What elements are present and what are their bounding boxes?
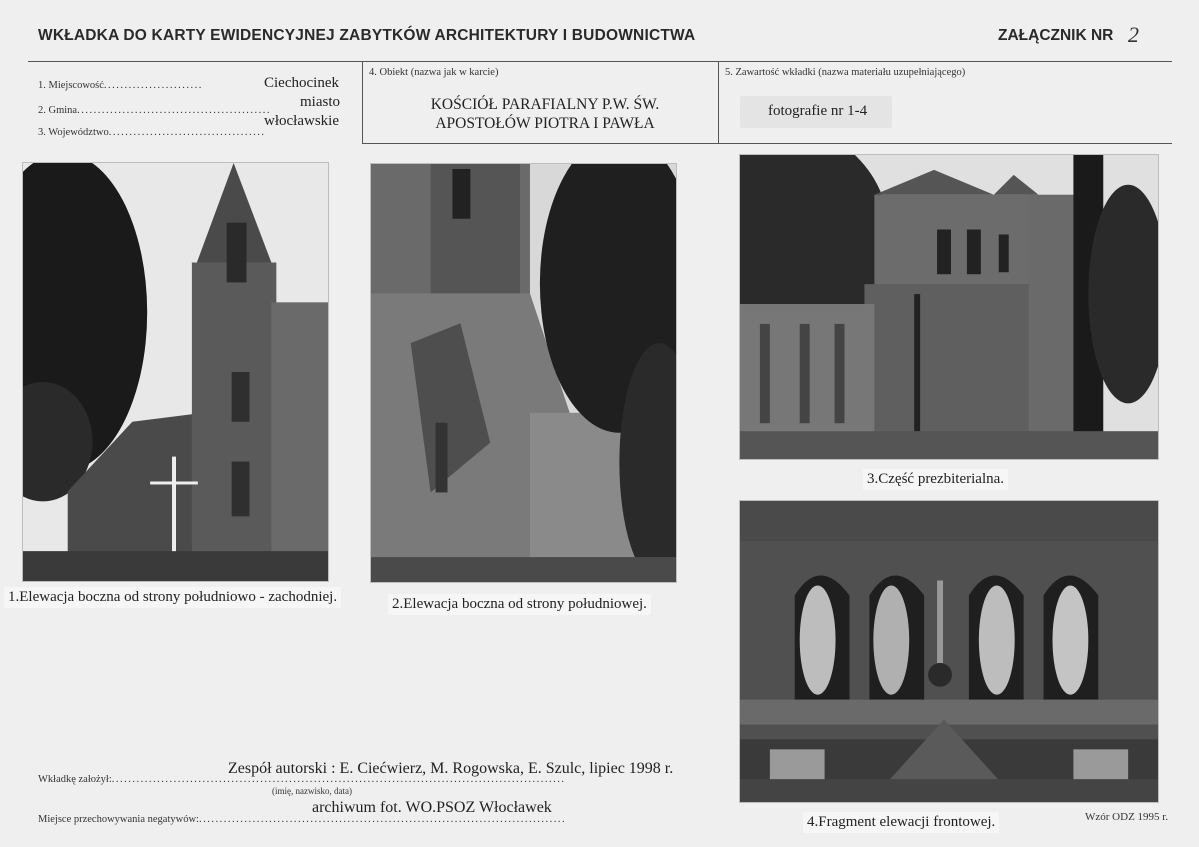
obiekt-value — [400, 95, 690, 133]
photo-4 — [739, 500, 1159, 803]
field-divider — [718, 61, 719, 144]
photo-1-caption: 1.Elewacja boczna od strony południowo - zachodniej. — [4, 587, 341, 608]
photo-1 — [22, 162, 329, 582]
front-facade-photo — [740, 501, 1158, 802]
miejscowosc-field: 1. Miejscowość........................ — [38, 80, 203, 91]
document-title: WKŁADKA DO KARTY EWIDENCYJNEJ ZABYTKÓW ARCHITEKTURY I BUDOWNICTWA — [38, 27, 696, 44]
authors-hint: (imię, nazwisko, data) — [272, 786, 352, 796]
obiekt-value-line: APOSTOŁÓW PIOTRA I PAWŁA — [435, 115, 655, 132]
obiekt-label: 4. Obiekt (nazwa jak w karcie) — [369, 67, 499, 78]
photo-2 — [370, 163, 677, 583]
storage-value: archiwum fot. WO.PSOZ Włocławek — [312, 799, 552, 816]
annex-label: ZAŁĄCZNIK NR — [998, 27, 1114, 44]
field-divider — [362, 61, 363, 144]
church-southwest-photo — [23, 163, 328, 581]
authors-label: Wkładkę założył: — [38, 774, 112, 785]
storage-label: Miejsce przechowywania negatywów: — [38, 814, 199, 825]
photo-3-caption: 3.Część prezbiterialna. — [863, 469, 1008, 490]
gmina-value: miasto — [300, 94, 340, 110]
obiekt-value-line: KOŚCIÓŁ PARAFIALNY P.W. ŚW. — [430, 96, 660, 113]
gmina-field: 2. Gmina............................................... — [38, 105, 271, 116]
church-south-photo — [371, 164, 676, 582]
photo-3 — [739, 154, 1159, 460]
header-rule — [28, 61, 1172, 62]
miejscowosc-value: Ciechocinek — [264, 75, 339, 91]
authors-field: Wkładkę założył:.............................................................................................................. — [38, 774, 566, 785]
form-version: Wzór ODZ 1995 r. — [1085, 811, 1169, 823]
miejscowosc-label: 1. Miejscowość — [38, 80, 104, 91]
presbytery-photo — [740, 155, 1158, 459]
storage-field: Miejsce przechowywania negatywów:......................................................................................... — [38, 814, 567, 825]
wojewodztwo-value: włocławskie — [264, 113, 339, 129]
field-box-rule — [362, 143, 1172, 144]
authors-value: Zespół autorski : E. Ciećwierz, M. Rogowska, E. Szulc, lipiec 1998 r. — [228, 760, 674, 777]
gmina-label: 2. Gmina — [38, 105, 78, 116]
zawartosc-label: 5. Zawartość wkładki (nazwa materiału uzupełniającego) — [725, 67, 966, 78]
photo-2-caption: 2.Elewacja boczna od strony południowej. — [388, 594, 651, 615]
annex-number: 2 — [1128, 22, 1139, 47]
zawartosc-value: fotografie nr 1-4 — [768, 103, 868, 119]
wojewodztwo-label: 3. Województwo — [38, 127, 109, 138]
wojewodztwo-field: 3. Województwo...................................... — [38, 127, 266, 138]
photo-4-caption: 4.Fragment elewacji frontowej. — [803, 812, 999, 833]
